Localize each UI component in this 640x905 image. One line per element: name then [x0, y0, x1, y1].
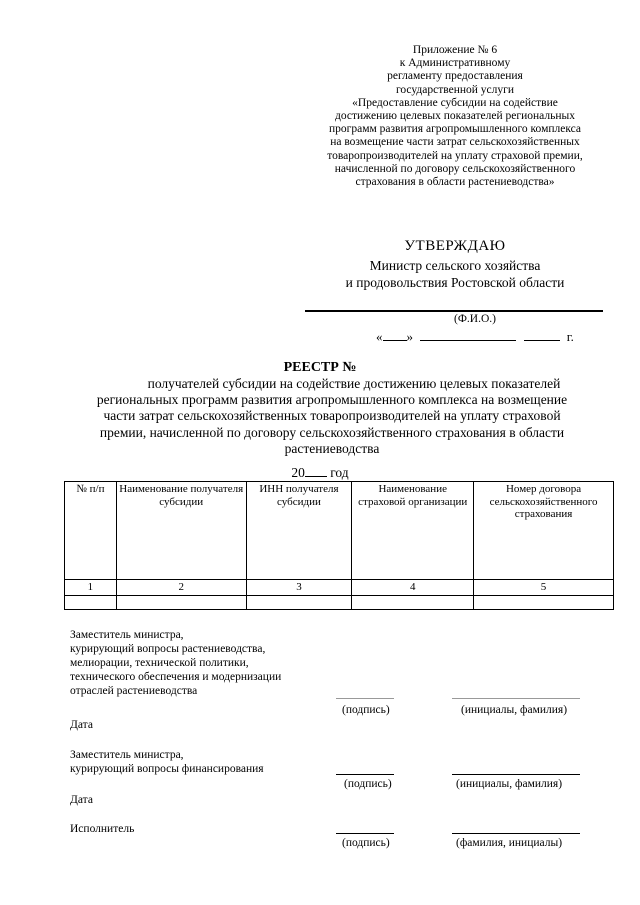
position-line: технического обеспечения и модернизации: [70, 671, 282, 683]
register-line: части затрат сельскохозяйственных товаропроизводителей на уплату страховой: [103, 408, 561, 424]
table-cell: [352, 595, 474, 609]
name-caption: (инициалы, фамилия): [456, 778, 563, 790]
annex-line: страхования в области растениеводства»: [355, 176, 555, 189]
annex-line: товаропроизводителей на уплату страховой премии,: [327, 149, 583, 162]
header-cell-inn: ИНН получателя субсидии: [246, 482, 352, 580]
date-label: Дата: [70, 794, 93, 806]
register-title: РЕЕСТР №: [283, 360, 357, 375]
signature-line: [336, 833, 394, 834]
annex-line: «Предоставление субсидии на содействие: [352, 96, 558, 109]
table-cell: 4: [352, 580, 474, 596]
signature-line: [336, 698, 394, 699]
annex-header: [300, 44, 610, 189]
year-blank: [305, 464, 327, 477]
annex-line: к Административному: [399, 57, 511, 70]
table-row: [65, 595, 614, 609]
position-line: курирующий вопросы растениеводства,: [70, 643, 266, 655]
table-header-row: [65, 482, 614, 580]
annex-line: начисленной по договору сельскохозяйственного: [334, 162, 576, 175]
table-cell: [116, 595, 246, 609]
quote-open: «: [376, 329, 383, 344]
signatory-position: [70, 748, 264, 776]
year-prefix: 20: [291, 465, 305, 480]
annex-line: Приложение № 6: [412, 44, 498, 56]
position-line: курирующий вопросы финансирования: [70, 763, 264, 775]
signatory-position: [70, 822, 134, 836]
header-cell-contract: Номер договора сельскохозяйственного страхования: [474, 482, 614, 580]
year-word: год: [330, 465, 349, 480]
quote-close: »: [406, 329, 413, 344]
signatory-position: [70, 628, 281, 698]
approve-title: УТВЕРЖДАЮ: [404, 238, 506, 254]
position-line: мелиорации, технической политики,: [70, 657, 249, 669]
position-line: Заместитель министра,: [70, 629, 184, 641]
month-blank: [420, 328, 516, 341]
header-cell-number: № п/п: [65, 482, 117, 580]
table-cell: [65, 595, 117, 609]
approve-position-line: и продовольствия Ростовской области: [345, 275, 565, 290]
header-cell-recipient: Наименование получателя субсидии: [116, 482, 246, 580]
annex-line: государственной услуги: [395, 83, 515, 96]
approve-position-line: Министр сельского хозяйства: [369, 258, 541, 273]
approve-date-line: [376, 328, 574, 345]
signature-caption: (подпись): [344, 778, 392, 790]
annex-line: регламенту предоставления: [387, 70, 523, 83]
table-cell: 1: [65, 580, 117, 596]
name-line: [452, 698, 580, 699]
annex-line: достижению целевых показателей региональных: [335, 110, 575, 123]
name-caption: (фамилия, инициалы): [456, 837, 563, 849]
signature-caption: (подпись): [342, 837, 390, 849]
signature-line: [336, 774, 394, 775]
annex-line: на возмещение части затрат сельскохозяйственных: [330, 136, 580, 149]
position-line: Заместитель министра,: [70, 749, 184, 761]
table-cell: [474, 595, 614, 609]
name-line: [452, 774, 580, 775]
header-cell-insurer: Наименование страховой организации: [352, 482, 474, 580]
register-table: [64, 481, 614, 610]
register-description: [60, 376, 604, 457]
table-cell: 3: [246, 580, 352, 596]
table-number-row: [65, 580, 614, 596]
fio-caption: (Ф.И.О.): [454, 313, 496, 325]
name-caption: (инициалы, фамилия): [461, 704, 568, 716]
register-line: растениеводства: [284, 440, 380, 456]
position-line: отраслей растениеводства: [70, 685, 198, 697]
name-line: [452, 833, 580, 834]
register-year: [0, 464, 640, 481]
year-blank: [524, 328, 560, 341]
approve-signature-line: [305, 310, 603, 312]
year-suffix: г.: [566, 329, 574, 344]
annex-line: программ развития агропромышленного комплекса: [328, 123, 581, 136]
day-blank: [383, 328, 407, 341]
table-cell: 2: [116, 580, 246, 596]
register-line: региональных программ развития агропромышленного комплекса на возмещение: [96, 392, 568, 408]
signature-caption: (подпись): [342, 704, 390, 716]
register-line: получателей субсидии на содействие достижению целевых показателей: [147, 376, 561, 391]
register-line: премии, начисленной по договору сельскохозяйственного страхования в области: [99, 424, 565, 440]
date-label: Дата: [70, 719, 93, 731]
table-cell: [246, 595, 352, 609]
position-line: Исполнитель: [70, 823, 135, 835]
table-cell: 5: [474, 580, 614, 596]
